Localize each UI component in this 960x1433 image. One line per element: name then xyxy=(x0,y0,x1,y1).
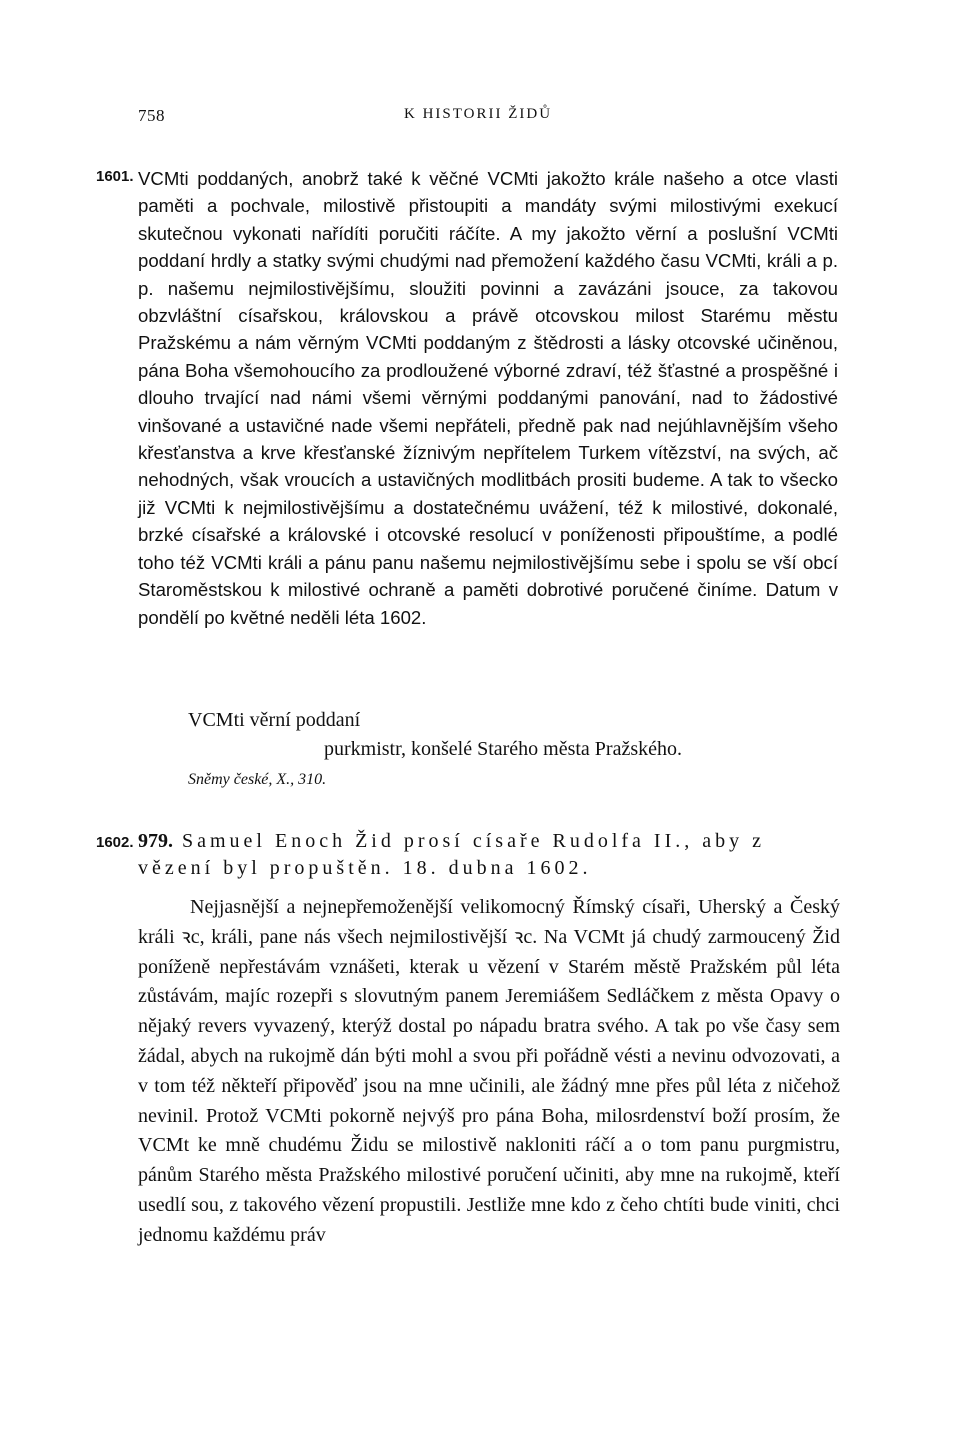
margin-year-1601: 1601. xyxy=(96,168,134,185)
document-number: 979. xyxy=(138,830,173,852)
page-number: 758 xyxy=(138,106,165,125)
document-978-body: VCMti poddaných, anobrž také k věčné VCMti jakožto krále našeho a otce vlasti paměti a pochvale, milostivě přistoupiti a mandáty svými milostivými exekucí skutečnou vykonati nařídíti poručiti ráčíte. A my jakožto věrní a poslušní VCMti poddaní hrdly a statky svými chudými nad přemožení každého času VCMti, králi a p. p. našemu nejmilostivějšímu, sloužiti povinni a zavázáni jsouce, za takovou obzvláštní císařskou, královskou a právě otcovskou milost Starému městu Pražskému a nám věrným VCMti poddaným z štědrosti a lásky otcovské učiněnou, pána Boha všemohoucího za prodloužené výborné zdraví, též šťastné a prospěšné i dlouho trvající nad námi všemi věrnými poddanými panování, nad to žádostivé vinšované a ustavičné nade všemi nepřáteli, předně pak nad nejúhlavnějším všeho křesťanstva a krve křesťanské žíznivým nepřítelem Turkem vítězství, na svých, ač nehodných, však vroucích a ustavičných modlitbách prositi budeme. A tak to všecko již VCMti k nejmilostivějšímu a dostatečnému uvážení, též k milostivé, dokonalé, brzké císařské a královské i otcovské resolucí v poníženosti připouštíme, a podlé toho též VCMti králi a pánu panu našemu nejmilostivějšímu sebe i spolu se vší obcí Staroměstskou k milostivé ochraně a paměti dobrotivé poručené činíme. Datum v pondělí po květné neděli léta 1602. xyxy=(138,168,838,628)
document-979-body: Nejjasnější a nejnepřemoženější velikomocný Římský císaři, Uherský a Český králi ꝛc, králi, pane nás všech nejmilostivější ꝛc. Na VCMt já chudý zarmoucený Žid poníženě nepřestávám vznášeti, kterak u vězení v Starém městě Pražském půl léta zůstávám, majíc rozepři s slovutným panem Jeremiášem Sedláčkem z města Opavy o nějaký revers vyvazený, kterýž dostal po nápadu bratra svého. A tak po vše časy sem žádal, abych na rukojmě dán býti mohl a svou při pořádně vésti a nevinu odvozovati, a v tom též někteří připověď jsou na mne učinili, ale žádný mne přes půl léta z ničehož nevinil. Protož VCMti pokorně nejvýš pro pána Boha, milosrdenství boží prosím, že VCMt ke mně chudému Židu se milostivě nakloniti ráčí a o tom panu purgmistru, pánům Starého města Pražského milostivé poručení učiniti, aby mne na rukojmě, kteří usedlí sou, z takového vězení propustili. Jestliže mne kdo z čeho chtíti bude viniti, chci jednomu každému práv xyxy=(138,896,840,1246)
document-979-heading xyxy=(138,828,842,882)
running-title: K HISTORII ŽIDŮ xyxy=(404,106,553,122)
signature-line-1: VCMti věrní poddaní xyxy=(188,709,361,731)
margin-year-1602: 1602. xyxy=(96,834,134,851)
document-title: Samuel Enoch Žid prosí císaře Rudolfa II., aby z vězení byl propuštěn. 18. dubna 1602. xyxy=(138,830,765,879)
signature-line-2: purkmistr, konšelé Starého města Pražského. xyxy=(324,738,683,760)
source-citation: Sněmy české, X., 310. xyxy=(188,771,327,788)
